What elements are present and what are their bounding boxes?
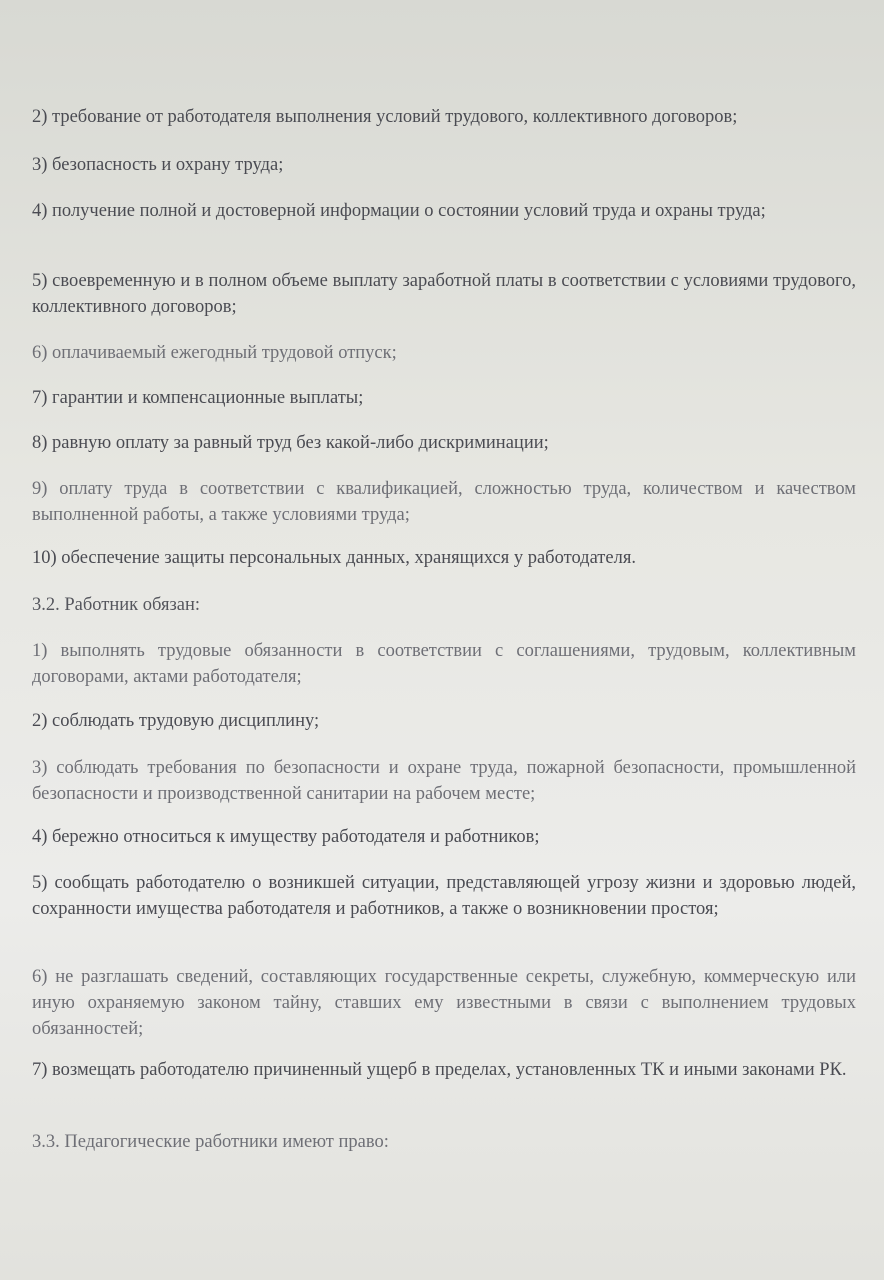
paragraph-right-7: 7) гарантии и компенсационные выплаты;	[32, 388, 364, 408]
paragraph-right-5: 5) своевременную и в полном объеме выплату заработной платы в соответствии с условиями трудового, коллективного договоров;	[32, 271, 856, 317]
paragraph-right-4: 4) получение полной и достоверной информации о состоянии условий труда и охраны труда;	[32, 201, 766, 221]
paragraph-duty-1: 1) выполнять трудовые обязанности в соответствии с соглашениями, трудовым, коллективным договорами, актами работодателя;	[32, 641, 856, 687]
section-heading-3-2: 3.2. Работник обязан:	[32, 595, 201, 615]
paragraph-right-10: 10) обеспечение защиты персональных данных, хранящихся у работодателя.	[32, 548, 636, 568]
paragraph-right-3: 3) безопасность и охрану труда;	[32, 155, 284, 175]
paragraph-right-8: 8) равную оплату за равный труд без какой-либо дискриминации;	[32, 433, 549, 453]
paragraph-duty-3: 3) соблюдать требования по безопасности и охране труда, пожарной безопасности, промышленной безопасности и производственной санитарии на рабочем месте;	[32, 758, 856, 804]
paragraph-right-6: 6) оплачиваемый ежегодный трудовой отпуск;	[32, 343, 397, 363]
paragraph-duty-2: 2) соблюдать трудовую дисциплину;	[32, 711, 320, 731]
paragraph-duty-6: 6) не разглашать сведений, составляющих государственные секреты, служебную, коммерческую или иную охраняемую законом тайну, ставших ему известными в связи с выполнением трудовых обязанностей;	[32, 967, 856, 1039]
paragraph-duty-7: 7) возмещать работодателю причиненный ущерб в пределах, установленных ТК и иными законами РК.	[32, 1060, 847, 1080]
paragraph-duty-5: 5) сообщать работодателю о возникшей ситуации, представляющей угрозу жизни и здоровью людей, сохранности имущества работодателя и работников, а также о возникновении простоя;	[32, 873, 856, 919]
paragraph-duty-4: 4) бережно относиться к имуществу работодателя и работников;	[32, 827, 540, 847]
paragraph-right-9: 9) оплату труда в соответствии с квалификацией, сложностью труда, количеством и качеством выполненной работы, а также условиями труда;	[32, 479, 856, 525]
paragraph-right-2: 2) требование от работодателя выполнения условий трудового, коллективного договоров;	[32, 107, 738, 127]
section-heading-3-3: 3.3. Педагогические работники имеют право:	[32, 1132, 389, 1152]
